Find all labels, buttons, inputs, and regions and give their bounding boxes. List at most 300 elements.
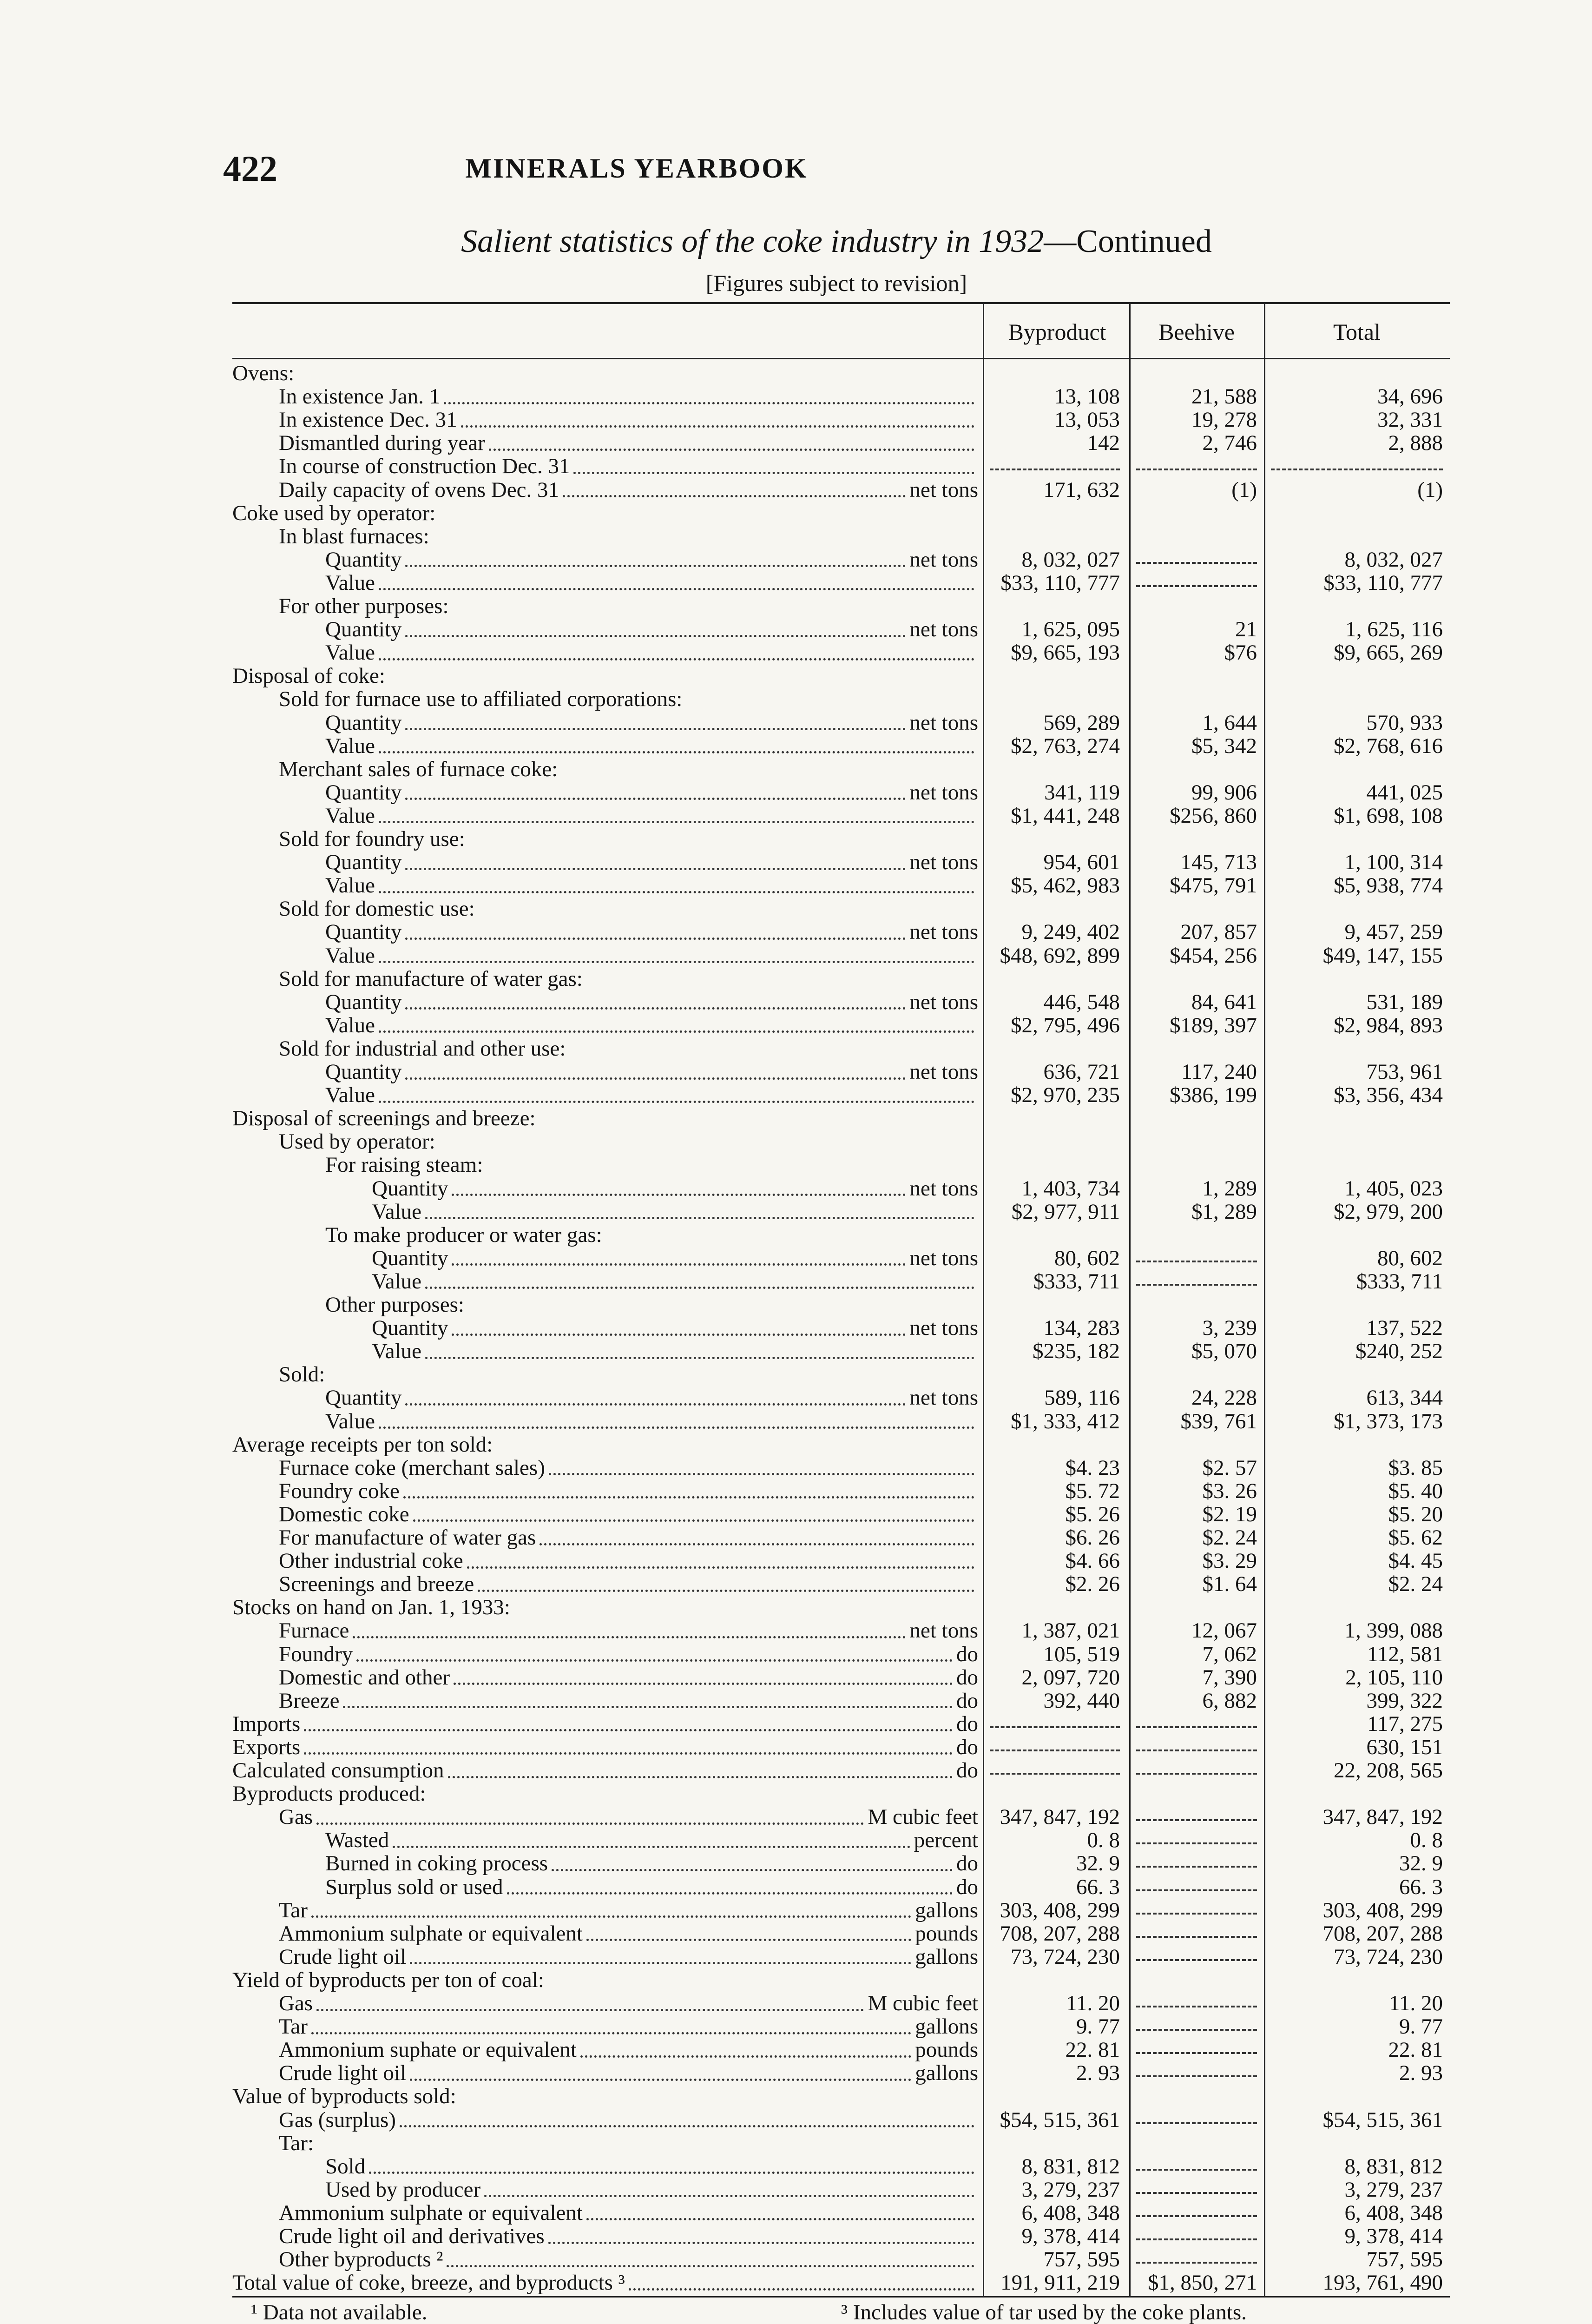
leader-dots: [311, 1915, 911, 1918]
row-label: [232, 525, 978, 548]
cell-empty-dashes: [1136, 2122, 1257, 2124]
row-label: [232, 1503, 978, 1526]
row-label: [232, 1852, 978, 1875]
cell-empty-dashes: [1136, 1261, 1257, 1262]
table-row: [232, 874, 1450, 897]
cell-bp: 191, 911, 219: [1000, 2271, 1120, 2295]
row-label: [232, 1619, 978, 1642]
column-header-byproduct: Byproduct: [1008, 319, 1106, 345]
row-label-text: Screenings and breeze: [279, 1572, 474, 1596]
leader-dots: [629, 2288, 974, 2291]
table-row: [232, 1736, 1450, 1759]
cell-bp: $33, 110, 777: [1000, 570, 1120, 595]
cell-empty-dashes: [990, 469, 1120, 470]
table-row: [232, 502, 1450, 525]
row-label-text: Crude light oil and derivatives: [279, 2225, 545, 2248]
row-label-text: In blast furnaces:: [279, 524, 429, 548]
table-row: [232, 1130, 1450, 1153]
row-label-text: Calculated consumption: [232, 1759, 444, 1782]
table-row: [232, 2085, 1450, 2108]
row-label: [232, 1107, 978, 1130]
row-unit: net tons: [909, 1246, 978, 1270]
table-row: [232, 1945, 1450, 1968]
cell-tot: 22, 208, 565: [1334, 1758, 1443, 1783]
leader-dots: [489, 449, 974, 451]
table-row: [232, 827, 1450, 851]
row-label: [232, 944, 978, 967]
row-label: [232, 502, 978, 525]
row-label-text: Quantity: [325, 851, 402, 874]
cell-bh: $3. 26: [1202, 1479, 1257, 1503]
cell-empty-dashes: [1136, 2215, 1257, 2217]
cell-tot: 708, 207, 288: [1322, 1921, 1443, 1946]
row-label-text: Value: [325, 804, 375, 827]
row-label: [232, 2108, 978, 2132]
leader-dots: [410, 1962, 911, 1964]
row-label: [232, 1386, 978, 1409]
leader-dots: [447, 2265, 974, 2267]
cell-tot: $9, 665, 269: [1334, 640, 1443, 665]
leader-dots: [343, 1706, 953, 1708]
cell-empty-dashes: [1136, 2192, 1257, 2194]
row-label: [232, 618, 978, 641]
table-row: [232, 1712, 1450, 1736]
row-label-text: Sold: [325, 2154, 366, 2178]
table-row: [232, 1223, 1450, 1247]
cell-bp: 446, 548: [1043, 990, 1120, 1014]
row-label: [232, 1549, 978, 1572]
cell-tot: 441, 025: [1366, 780, 1443, 805]
cell-empty-dashes: [1136, 1936, 1257, 1938]
row-label-text: Burned in coking process: [325, 1852, 548, 1875]
row-label: [232, 1200, 978, 1223]
row-label: [232, 1875, 978, 1899]
cell-bp: 13, 108: [1054, 384, 1120, 409]
cell-empty-dashes: [1136, 585, 1257, 587]
row-label: [232, 2085, 978, 2108]
cell-bh: 207, 857: [1180, 920, 1257, 944]
table-row: [232, 1083, 1450, 1107]
cell-bh: $1. 64: [1202, 1572, 1257, 1597]
leader-dots: [448, 1776, 953, 1778]
row-label-text: Sold for furnace use to affiliated corporations:: [279, 687, 683, 711]
leader-dots: [393, 1846, 910, 1848]
table-row: [232, 1643, 1450, 1666]
cell-tot: $33, 110, 777: [1323, 570, 1443, 595]
row-unit: percent: [914, 1829, 978, 1852]
cell-bp: 9, 378, 414: [1021, 2224, 1120, 2248]
row-label-text: Sold for industrial and other use:: [279, 1037, 566, 1060]
table-row: [232, 687, 1450, 711]
row-label-text: Crude light oil: [279, 2061, 407, 2085]
row-label-text: Gas (surplus): [279, 2108, 396, 2132]
row-label-text: In course of construction Dec. 31: [279, 455, 570, 478]
row-unit: pounds: [915, 1921, 978, 1945]
cell-bp: $9, 665, 193: [1011, 640, 1120, 665]
cell-bp: 32. 9: [1076, 1851, 1120, 1876]
table-row: [232, 2248, 1450, 2271]
leader-dots: [478, 1590, 974, 1592]
row-label: [232, 781, 978, 804]
row-unit: net tons: [909, 618, 978, 641]
cell-bp: 3, 279, 237: [1021, 2177, 1120, 2202]
row-label: [232, 594, 978, 618]
table-title-suffix: —Continued: [1044, 224, 1212, 259]
row-label: [232, 1410, 978, 1433]
running-title: MINERALS YEARBOOK: [465, 153, 808, 184]
cell-bp: 569, 289: [1043, 710, 1120, 735]
cell-bp: 1, 625, 095: [1021, 617, 1120, 642]
row-label-text: Quantity: [325, 548, 402, 571]
cell-empty-dashes: [1136, 2238, 1257, 2240]
cell-bp: 8, 032, 027: [1021, 547, 1120, 572]
cell-bp: $2, 795, 496: [1011, 1013, 1120, 1037]
table-row: [232, 1363, 1450, 1386]
row-label-text: Quantity: [325, 711, 402, 734]
row-label: [232, 1572, 978, 1596]
row-label-text: Ammonium sulphate or equivalent: [279, 1921, 583, 1945]
row-label: [232, 1596, 978, 1619]
cell-bp: 2, 097, 720: [1021, 1665, 1120, 1690]
leader-dots: [405, 1077, 906, 1080]
table-row: [232, 2155, 1450, 2178]
cell-bh: 6, 882: [1202, 1688, 1257, 1713]
cell-tot: 11. 20: [1389, 1991, 1443, 2015]
row-label: [232, 1689, 978, 1712]
row-label: [232, 478, 978, 502]
table-row: [232, 455, 1450, 478]
row-unit: do: [956, 1665, 978, 1689]
table-row: [232, 1014, 1450, 1037]
leader-dots: [539, 1543, 974, 1545]
table-row: [232, 711, 1450, 734]
cell-bp: $235, 182: [1033, 1339, 1120, 1364]
cell-tot: 630, 151: [1366, 1735, 1443, 1759]
page-header: [223, 148, 1050, 199]
table-row: [232, 734, 1450, 758]
cell-tot: 9, 378, 414: [1344, 2224, 1443, 2248]
cell-tot: $333, 711: [1356, 1269, 1443, 1294]
row-label-text: Sold for foundry use:: [279, 827, 465, 851]
row-label: [232, 1014, 978, 1037]
cell-bp: $4. 66: [1065, 1549, 1120, 1573]
row-label: [232, 385, 978, 408]
table-row: [232, 1782, 1450, 1805]
table-bottom-rule: [232, 2296, 1450, 2298]
cell-empty-dashes: [1271, 469, 1443, 470]
row-label-text: Gas: [279, 1992, 313, 2015]
cell-tot: $2, 984, 893: [1334, 1013, 1443, 1037]
cell-tot: 137, 522: [1366, 1316, 1443, 1340]
table-row: [232, 1922, 1450, 1945]
table-top-rule: [232, 302, 1450, 304]
cell-bh: 24, 228: [1191, 1386, 1257, 1410]
row-label-text: Value: [372, 1340, 422, 1363]
cell-bh: $2. 19: [1202, 1502, 1257, 1526]
cell-empty-dashes: [990, 1750, 1120, 1751]
cell-bh: 21: [1235, 617, 1257, 642]
row-label-text: Ammonium suphate or equivalent: [279, 2038, 577, 2062]
table-row: [232, 1037, 1450, 1060]
row-label: [232, 827, 978, 851]
leader-dots: [405, 635, 906, 637]
table-row: [232, 1549, 1450, 1572]
cell-tot: 66. 3: [1399, 1875, 1443, 1899]
table-row: [232, 1247, 1450, 1270]
cell-bp: $4. 23: [1065, 1455, 1120, 1480]
table-row: [232, 1456, 1450, 1479]
row-label-text: Value: [325, 1083, 375, 1107]
cell-empty-dashes: [1136, 2052, 1257, 2054]
cell-tot: $1, 373, 173: [1334, 1409, 1443, 1433]
row-label: [232, 571, 978, 594]
cell-tot: 2. 93: [1399, 2061, 1443, 2086]
row-unit: gallons: [915, 1945, 978, 1968]
cell-tot: $2. 24: [1388, 1572, 1443, 1597]
table-row: [232, 1619, 1450, 1642]
table-row: [232, 2015, 1450, 2038]
table-subtitle: [Figures subject to revision]: [705, 270, 967, 296]
row-label-text: Tar:: [279, 2131, 314, 2155]
leader-dots: [379, 1030, 974, 1033]
cell-tot: 570, 933: [1366, 710, 1443, 735]
cell-empty-dashes: [990, 1726, 1120, 1728]
leader-dots: [369, 2172, 974, 2174]
row-label-text: Ovens:: [232, 362, 295, 385]
cell-bp: $2, 763, 274: [1011, 733, 1120, 758]
cell-tot: $240, 252: [1355, 1339, 1443, 1364]
cell-bh: $5, 342: [1191, 733, 1257, 758]
leader-dots: [379, 588, 974, 590]
cell-bp: $5. 26: [1065, 1502, 1120, 1526]
cell-bh: $454, 256: [1170, 943, 1257, 968]
row-label-text: Disposal of screenings and breeze:: [232, 1107, 536, 1130]
row-label-text: Domestic coke: [279, 1502, 409, 1526]
cell-bp: 80, 602: [1054, 1246, 1120, 1270]
row-label-text: Quantity: [325, 920, 402, 944]
cell-empty-dashes: [1136, 1773, 1257, 1775]
row-label: [232, 1526, 978, 1549]
table-row: [232, 618, 1450, 641]
cell-bp: 9, 249, 402: [1021, 920, 1120, 944]
table-row: [232, 1200, 1450, 1223]
cell-bh: 21, 588: [1191, 384, 1257, 409]
cell-tot: $2, 768, 616: [1334, 733, 1443, 758]
row-label: [232, 1736, 978, 1759]
row-label-text: Quantity: [372, 1246, 448, 1270]
row-label: [232, 1060, 978, 1083]
cell-bh: 1, 644: [1202, 710, 1257, 735]
leader-dots: [405, 798, 906, 800]
row-unit: net tons: [909, 1316, 978, 1340]
row-unit: do: [956, 1735, 978, 1759]
cell-empty-dashes: [1136, 1889, 1257, 1891]
row-unit: gallons: [915, 2015, 978, 2039]
cell-tot: 757, 595: [1366, 2247, 1443, 2272]
table-row: [232, 571, 1450, 594]
table-row: [232, 1992, 1450, 2015]
cell-tot: $3. 85: [1388, 1455, 1443, 1480]
cell-bp: 1, 387, 021: [1021, 1618, 1120, 1643]
cell-bp: 589, 116: [1044, 1386, 1120, 1410]
table-row: [232, 548, 1450, 571]
row-label: [232, 2225, 978, 2248]
cell-empty-dashes: [1136, 1913, 1257, 1915]
cell-tot: 6, 408, 348: [1344, 2200, 1443, 2225]
cell-bp: $2, 970, 235: [1011, 1083, 1120, 1108]
table-row: [232, 2178, 1450, 2201]
cell-bp: 954, 601: [1043, 850, 1120, 875]
table-row: [232, 1060, 1450, 1083]
leader-dots: [444, 402, 974, 404]
cell-bh: $76: [1224, 640, 1257, 665]
leader-dots: [405, 565, 906, 567]
cell-tot: 1, 100, 314: [1344, 850, 1443, 875]
cell-bh: 145, 713: [1180, 850, 1257, 875]
row-label-text: Wasted: [325, 1829, 389, 1852]
cell-bh: 2, 746: [1202, 431, 1257, 456]
row-label: [232, 1829, 978, 1852]
leader-dots: [452, 1334, 906, 1336]
row-label-text: Quantity: [325, 618, 402, 641]
cell-tot: 613, 344: [1366, 1386, 1443, 1410]
row-label-text: Disposal of coke:: [232, 664, 385, 688]
cell-bp: 22. 81: [1065, 2038, 1120, 2062]
cell-bp: $54, 515, 361: [1000, 2107, 1120, 2132]
table-row: [232, 1829, 1450, 1852]
cell-bp: 392, 440: [1043, 1688, 1120, 1713]
leader-dots: [405, 938, 906, 940]
row-label-text: Crude light oil: [279, 1945, 407, 1968]
leader-dots: [304, 1752, 953, 1755]
row-label-text: Value: [325, 874, 375, 898]
leader-dots: [425, 1287, 974, 1289]
cell-tot: 0. 8: [1410, 1828, 1443, 1853]
table-row: [232, 1177, 1450, 1200]
cell-tot: 8, 831, 812: [1344, 2154, 1443, 2179]
table-row: [232, 2201, 1450, 2225]
row-label: [232, 2201, 978, 2225]
row-label-text: Exports: [232, 1735, 301, 1759]
row-label-text: Foundry: [279, 1642, 353, 1666]
cell-bh: $5, 070: [1191, 1339, 1257, 1364]
cell-empty-dashes: [1136, 2262, 1257, 2264]
row-label: [232, 1083, 978, 1107]
table-row: [232, 1386, 1450, 1409]
cell-bp: $2. 26: [1065, 1572, 1120, 1597]
cell-bp: 0. 8: [1087, 1828, 1120, 1853]
cell-bh: 117, 240: [1181, 1060, 1257, 1084]
row-label-text: In existence Jan. 1: [279, 385, 441, 409]
table-row: [232, 2132, 1450, 2155]
row-label-text: Gas: [279, 1805, 313, 1829]
leader-dots: [552, 1869, 953, 1871]
footnote-1: ¹ Data not available.: [251, 2300, 428, 2324]
row-label: [232, 711, 978, 734]
row-label: [232, 851, 978, 874]
leader-dots: [403, 1496, 974, 1499]
row-label: [232, 408, 978, 431]
table-row: [232, 1316, 1450, 1340]
row-unit: gallons: [915, 1898, 978, 1922]
cell-tot: 9, 457, 259: [1344, 920, 1443, 944]
cell-empty-dashes: [1136, 1750, 1257, 1751]
cell-bp: $5. 72: [1065, 1479, 1120, 1503]
cell-empty-dashes: [1136, 562, 1257, 564]
row-unit: do: [956, 1712, 978, 1736]
table-row: [232, 1596, 1450, 1619]
cell-empty-dashes: [1136, 1819, 1257, 1821]
cell-tot: $1, 698, 108: [1334, 803, 1443, 828]
row-label-text: Quantity: [372, 1176, 448, 1200]
cell-tot: $5. 20: [1388, 1502, 1443, 1526]
table-row: [232, 478, 1450, 502]
cell-tot: 73, 724, 230: [1334, 1944, 1443, 1969]
table-row: [232, 1340, 1450, 1363]
cell-tot: 753, 961: [1366, 1060, 1443, 1084]
table-row: [232, 804, 1450, 827]
row-label-text: Imports: [232, 1712, 301, 1736]
row-label: [232, 1456, 978, 1479]
cell-tot: $5. 40: [1388, 1479, 1443, 1503]
row-label: [232, 1479, 978, 1503]
leader-dots: [425, 1357, 974, 1359]
row-label: [232, 664, 978, 687]
row-label-text: Used by operator:: [279, 1130, 435, 1154]
cell-bp: 73, 724, 230: [1011, 1944, 1120, 1969]
row-label: [232, 1316, 978, 1340]
table-row: [232, 1689, 1450, 1712]
leader-dots: [573, 472, 974, 474]
row-label-text: Stocks on hand on Jan. 1, 1933:: [232, 1596, 510, 1619]
page-number: 422: [223, 148, 277, 189]
cell-tot: 117, 275: [1367, 1711, 1443, 1736]
row-unit: net tons: [909, 851, 978, 874]
leader-dots: [549, 1473, 974, 1475]
table-row: [232, 1526, 1450, 1549]
row-label: [232, 874, 978, 897]
cell-bh: 99, 906: [1191, 780, 1257, 805]
row-label-text: Quantity: [372, 1316, 448, 1340]
row-label: [232, 687, 978, 711]
row-label-text: Total value of coke, breeze, and byproducts ³: [232, 2271, 625, 2295]
leader-dots: [379, 1101, 974, 1103]
leader-dots: [316, 2009, 864, 2011]
row-label: [232, 1945, 978, 1968]
cell-bp: 66. 3: [1076, 1875, 1120, 1899]
row-unit: net tons: [909, 1176, 978, 1200]
row-label-text: Daily capacity of ovens Dec. 31: [279, 478, 559, 502]
table-row: [232, 2271, 1450, 2294]
table-row: [232, 1410, 1450, 1433]
row-unit: net tons: [909, 711, 978, 734]
row-label: [232, 1130, 978, 1153]
row-unit: do: [956, 1875, 978, 1899]
row-unit: M cubic feet: [868, 1805, 978, 1829]
table-row: [232, 897, 1450, 920]
table-title-italic: Salient statistics of the coke industry in 1932: [461, 224, 1044, 259]
cell-tot: 3, 279, 237: [1344, 2177, 1443, 2202]
cell-bp: $1, 441, 248: [1011, 803, 1120, 828]
row-label: [232, 548, 978, 571]
row-label: [232, 1153, 978, 1176]
row-label: [232, 2271, 978, 2294]
row-label-text: Average receipts per ton sold:: [232, 1433, 493, 1456]
leader-dots: [311, 2032, 911, 2034]
row-label: [232, 2015, 978, 2038]
header-rule: [232, 358, 1450, 359]
row-label: [232, 1177, 978, 1200]
